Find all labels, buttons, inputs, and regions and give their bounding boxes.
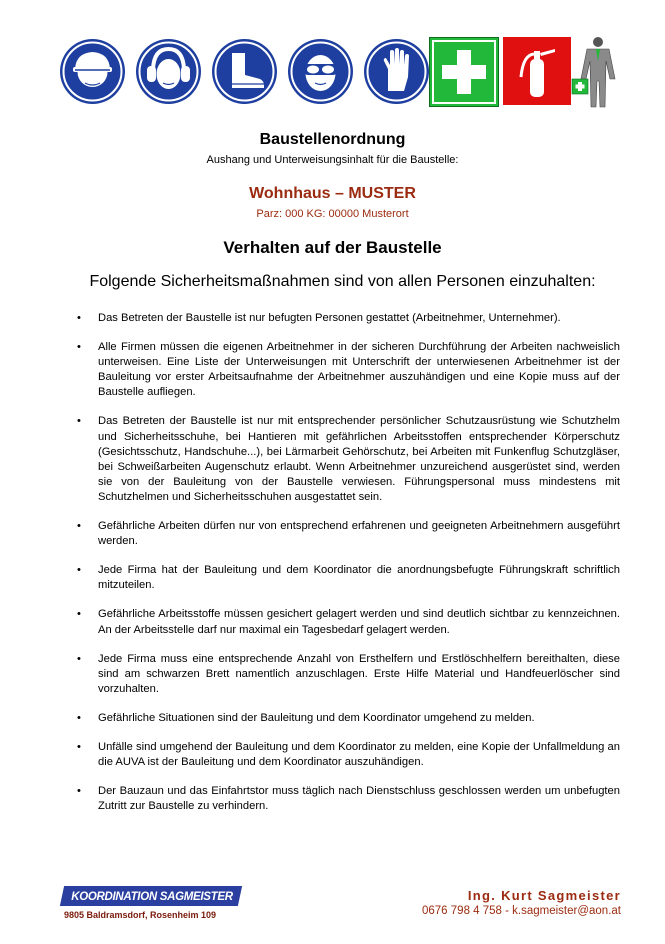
bullet: •	[77, 312, 81, 324]
protective-gloves-icon	[364, 39, 429, 104]
rule-text: Jede Firma hat der Bauleitung und dem Koordinator die anordnungsbefugte Führungskraft schriftlich mitzuteilen.	[98, 564, 620, 592]
rule-text: Unfälle sind umgehend der Bauleitung und dem Koordinator zu melden, eine Kopie der Unfallmeldung an die AUVA ist der Bauleitung und dem Koordinator auszuhändigen.	[98, 740, 620, 769]
bullet: •	[77, 711, 81, 724]
bullet: •	[77, 785, 81, 798]
rule-text: Alle Firmen müssen die eigenen Arbeitnehmer in der sicheren Durchführung der Arbeiten nachweislich unterweisen. Eine Liste der Unterweisungen mit Unterschrift der unterwiesenen Arbeitnehmer ist der Bauleitung vor erster Arbeitsaufnahme der Arbeitnehmer auszuhändigen und eine Kopie muss auf der Baustelle aufliegen.	[98, 341, 620, 399]
bullet: •	[77, 652, 81, 665]
rule-text: Gefährliche Situationen sind der Bauleitung und dem Koordinator umgehend zu melden.	[98, 711, 535, 724]
contact-name: Ing. Kurt Sagmeister	[467, 888, 621, 903]
rule-text: Das Betreten der Baustelle ist nur befugten Personen gestattet (Arbeitnehmer, Unternehmer).	[98, 312, 561, 324]
safety-signs-row	[60, 35, 620, 110]
rule-text: Gefährliche Arbeitsstoffe müssen gesichert gelagert werden und sind deutlich sichtbar zu kennzeichnen. An der Arbeitsstelle darf nur maximal ein Tagesbedarf gelagert werden.	[98, 608, 620, 636]
list-item	[68, 563, 620, 593]
list-item	[68, 340, 620, 400]
bullet: •	[77, 740, 81, 753]
bullet: •	[77, 415, 81, 428]
company-address: 9805 Baldramsdorf, Rosenheim 109	[64, 910, 217, 920]
bullet: •	[77, 564, 81, 577]
rule-text: Der Bauzaun und das Einfahrtstor muss täglich nach Dienstschluss geschlossen werden um unbefugten Zutritt zur Baustelle zu verhindern.	[98, 785, 620, 813]
intro-text: Folgende Sicherheitsmaßnahmen sind von allen Personen einzuhalten:	[89, 273, 596, 290]
list-item	[68, 607, 620, 637]
rule-text: Gefährliche Arbeiten dürfen nur von entsprechend erfahrenen und geeigneten Arbeitnehmern ausgeführt werden.	[98, 520, 620, 548]
first-aid-icon	[429, 37, 499, 107]
list-item	[68, 784, 620, 814]
rule-text: Das Betreten der Baustelle ist nur mit entsprechender persönlicher Schutzausrüstung wie Schutzhelm und Sicherheitsschuhe, bei Hantieren mit gefährlichen Arbeitsstoffen entsprechender Körperschutz (Gesichtsschutz, Handschuhe...), bei Lärmarbeit Gehörschutz, bei Arbeiten mit Funkenflug Schutzgläser, bei Schweißarbeiten Augenschutz erlaubt. Wenn Arbeitnehmer unzureichend ausgerüstet sind, werden sie von der Bauleitung von der Baustelle verwiesen. Führungspersonal muss mindestens mit Schutzhelmen und Sicherheitsschuhen ausgestattet sein.	[98, 415, 620, 503]
bullet: •	[77, 520, 81, 533]
document-subtitle: Aushang und Unterweisungsinhalt für die Baustelle:	[206, 154, 459, 166]
bullet: •	[77, 341, 81, 354]
first-aider-icon	[570, 35, 622, 110]
list-item	[68, 711, 620, 726]
safety-goggles-icon	[288, 39, 353, 104]
list-item	[68, 414, 620, 505]
ear-protection-icon	[136, 39, 201, 104]
bullet: •	[77, 608, 81, 621]
list-item	[68, 652, 620, 697]
contact-details: 0676 798 4 758 - k.sagmeister@aon.at	[422, 905, 621, 917]
safety-boots-icon	[212, 39, 277, 104]
logo-text: KOORDINATION SAGMEISTER	[71, 891, 233, 903]
document-title: Baustellenordnung	[259, 131, 406, 148]
project-name: Wohnhaus – MUSTER	[249, 185, 416, 202]
section-title: Verhalten auf der Baustelle	[223, 238, 442, 257]
fire-extinguisher-icon	[503, 37, 571, 105]
parcel-info: Parz: 000 KG: 00000 Musterort	[256, 208, 409, 220]
list-item	[68, 311, 620, 326]
list-item	[68, 740, 620, 770]
company-logo	[62, 886, 248, 926]
hard-hat-icon	[60, 39, 125, 104]
list-item	[68, 519, 620, 549]
rules-list	[68, 311, 620, 814]
rule-text: Jede Firma muss eine entsprechende Anzahl von Ersthelfern und Erstlöschhelfern bereithalten, diese sind am schwarzen Brett namentlich anzuschlagen. Erste Hilfe Material und Handfeuerlöscher sind vorzuhalten.	[98, 652, 620, 695]
